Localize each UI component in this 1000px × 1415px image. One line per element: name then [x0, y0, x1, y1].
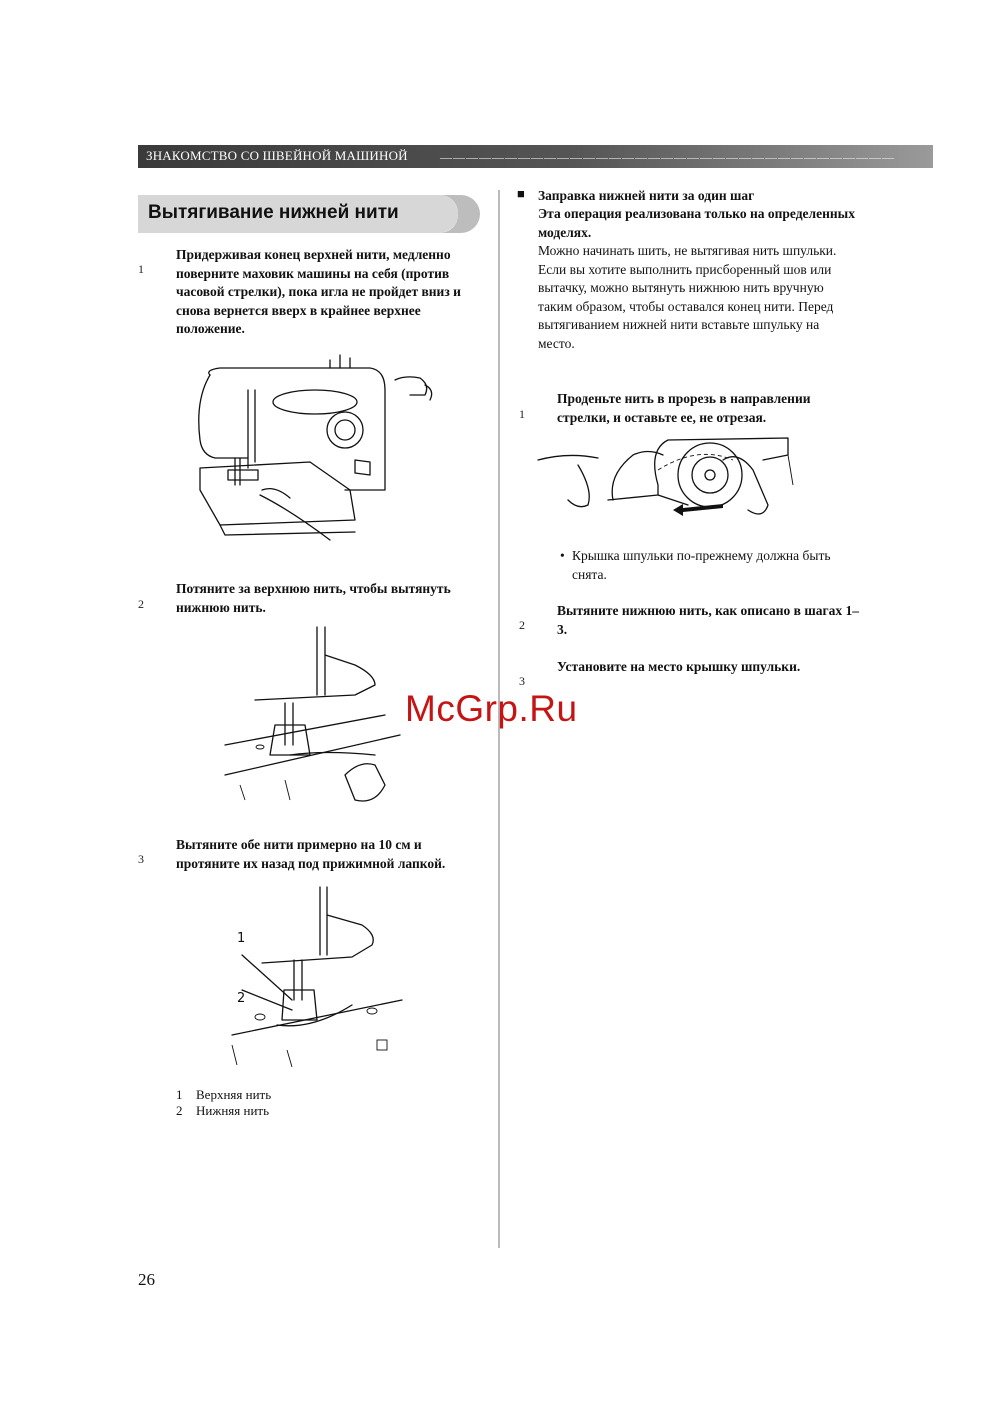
- right-step-1-text: Проденьте нить в прорезь в направлении стрелки, и оставьте ее, не отрезая.: [557, 391, 811, 425]
- right-intro: Можно начинать шить, не вытягивая нить шпульки. Если вы хотите выполнить присборенный шов или вытачку, можно вытянуть нижнюю нить вручную таким образом, чтобы оставался конец нити. Перед вытягиванием нижней нити вставьте шпульку на место.: [538, 243, 837, 351]
- legend-number: 2: [176, 1103, 183, 1118]
- square-bullet-icon: ■: [517, 186, 525, 201]
- legend-row: [176, 1087, 271, 1103]
- header-dash-line: ———————————————————————————————————: [440, 150, 895, 162]
- watermark: McGrp.Ru: [405, 688, 578, 729]
- presser-foot-illustration: [232, 885, 407, 1070]
- needle-area-illustration: [225, 625, 405, 810]
- legend-label: Верхняя нить: [196, 1087, 272, 1102]
- right-step-3-number: 3: [519, 674, 525, 688]
- right-step-2-text: Вытяните нижнюю нить, как описано в шагах 1–3.: [557, 603, 859, 637]
- right-step-3-text: Установите на место крышку шпульки.: [557, 659, 801, 674]
- step-2-text: Потяните за верхнюю нить, чтобы вытянуть нижнюю нить.: [176, 581, 451, 615]
- bobbin-cover-note: Крышка шпульки по-прежнему должна быть снята.: [572, 548, 831, 582]
- legend-label: Нижняя нить: [196, 1103, 270, 1118]
- note-bullet: •: [560, 548, 565, 563]
- step-1-number: 1: [138, 262, 144, 276]
- header-section-label: ЗНАКОМСТВО СО ШВЕЙНОЙ МАШИНОЙ: [146, 148, 408, 163]
- step-2-number: 2: [138, 597, 144, 611]
- step-3-text: Вытяните обе нити примерно на 10 см и протяните их назад под прижимной лапкой.: [176, 837, 446, 871]
- right-heading: Заправка нижней нити за один шаг: [538, 188, 755, 203]
- right-step-1-number: 1: [519, 407, 525, 421]
- right-step-2-number: 2: [519, 618, 525, 632]
- figure-callout-2: 2: [237, 991, 246, 1006]
- sewing-machine-illustration: [180, 350, 450, 555]
- right-heading-note: Эта операция реализована только на определенных моделях.: [538, 206, 855, 240]
- page-number: 26: [138, 1270, 155, 1289]
- step-1-text: Придерживая конец верхней нити, медленно поверните маховик машины на себя (против часовой стрелки), пока игла не пройдет вниз и снова вернется вверх в крайнее верхнее положение.: [176, 247, 461, 336]
- step-3-number: 3: [138, 852, 144, 866]
- figure-callout-1: 1: [237, 931, 246, 946]
- legend-number: 1: [176, 1087, 183, 1102]
- bobbin-threading-illustration: [538, 430, 793, 540]
- legend-row: [176, 1103, 269, 1119]
- section-title: Вытягивание нижней нити: [148, 202, 399, 223]
